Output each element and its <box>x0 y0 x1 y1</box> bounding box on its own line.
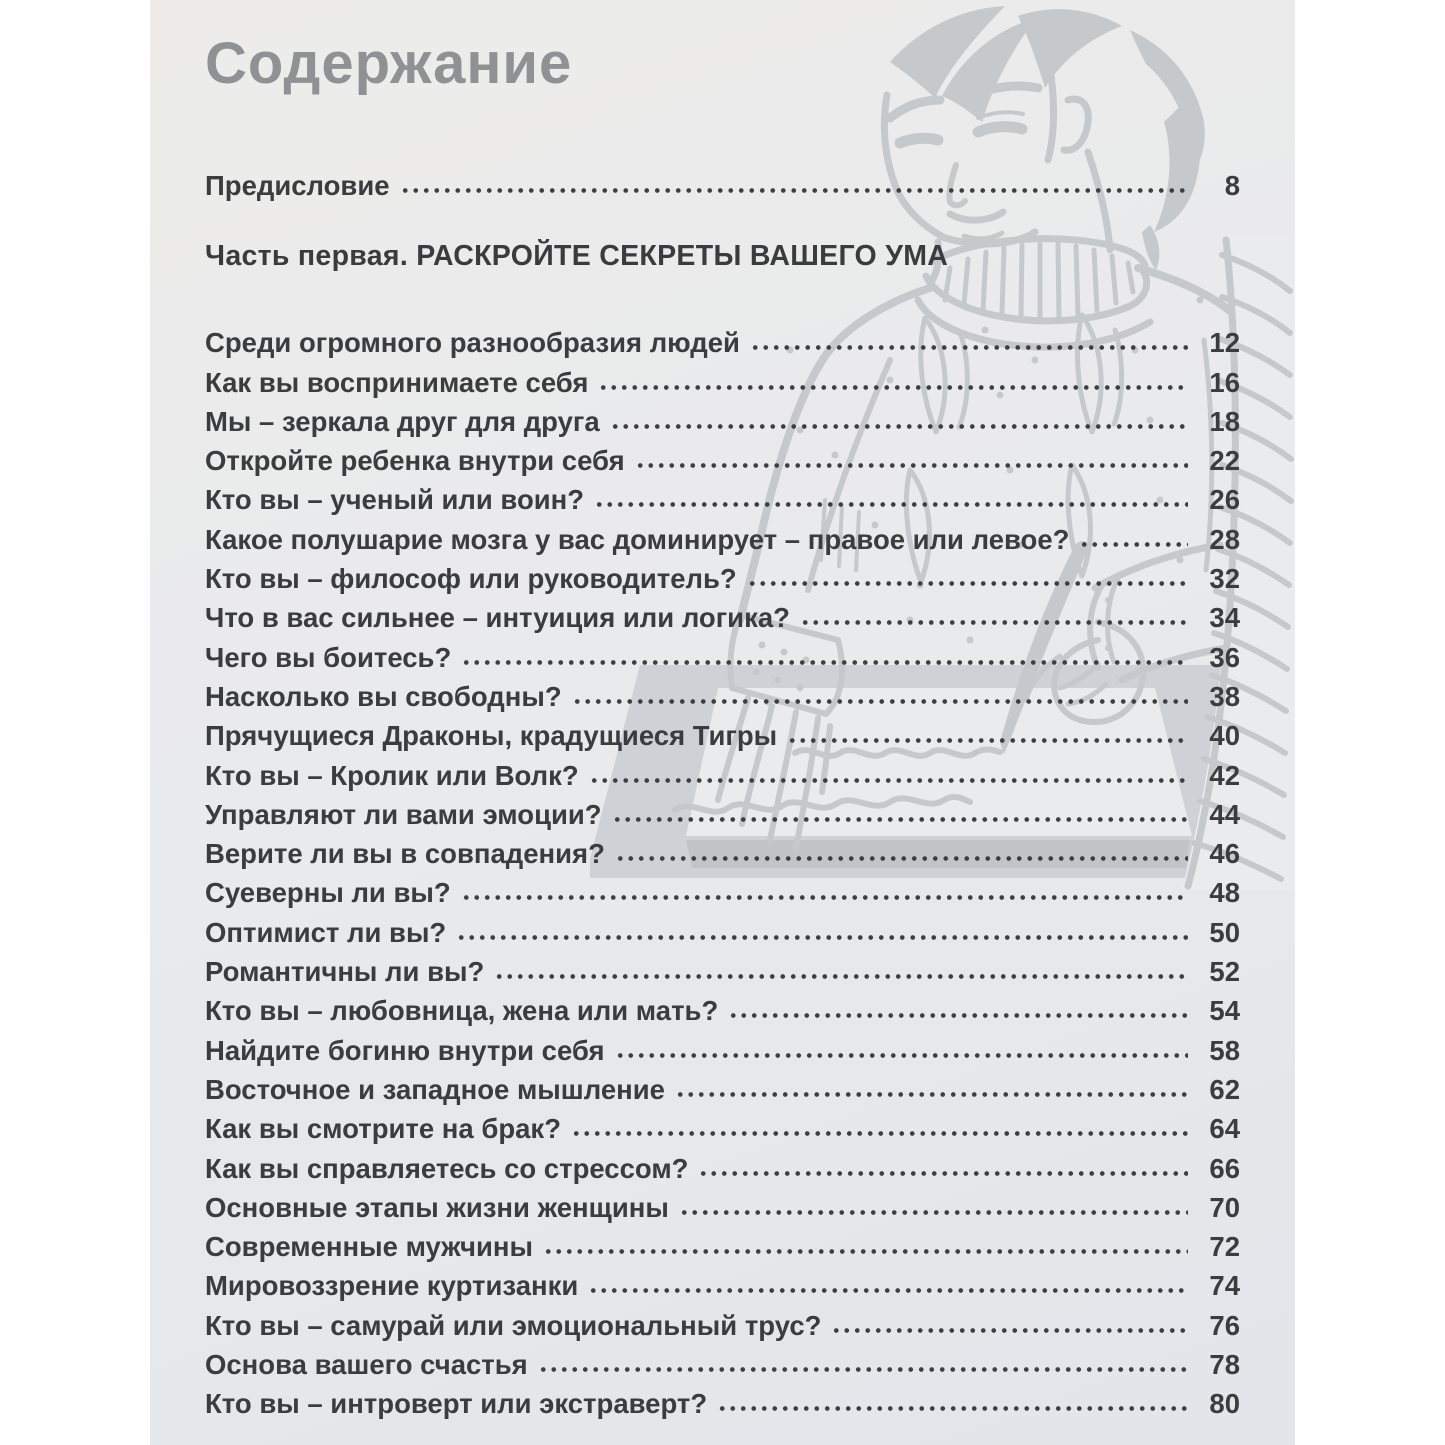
toc-entry-list <box>205 323 1240 1423</box>
toc-entry-row <box>205 1188 1240 1227</box>
toc-entry-page-number: 32 <box>1209 563 1240 595</box>
toc-entry-label: Что в вас сильнее – интуиция или логика? <box>205 602 790 634</box>
toc-entry-page-number: 50 <box>1209 916 1240 948</box>
toc-entry-label: Кто вы – любовница, жена или мать? <box>205 995 719 1027</box>
dot-leader <box>1079 541 1188 548</box>
toc-entry-row <box>205 1031 1240 1070</box>
toc-entry-page-number: 40 <box>1209 720 1240 752</box>
toc-entry-label: Восточное и западное мышление <box>205 1073 665 1105</box>
toc-entry-label: Как вы воспринимаете себя <box>205 366 589 398</box>
toc-entry-label: Оптимист ли вы? <box>205 916 447 948</box>
dot-leader <box>538 1366 1188 1373</box>
toc-entry-row <box>205 520 1240 559</box>
toc-entry-row <box>205 991 1240 1030</box>
toc-entry-row <box>205 559 1240 598</box>
toc-entry-label: Мы – зеркала друг для друга <box>205 405 600 437</box>
dot-leader <box>456 934 1188 941</box>
toc-entry-label: Кто вы – Кролик или Волк? <box>205 759 579 791</box>
dot-leader <box>588 1287 1188 1294</box>
toc-entry-page-number: 58 <box>1209 1034 1240 1066</box>
dot-leader <box>698 1170 1188 1177</box>
toc-entry-row <box>205 1266 1240 1305</box>
toc-entry-row <box>205 795 1240 834</box>
toc-entry-row <box>205 441 1240 480</box>
toc-entry-row <box>205 598 1240 637</box>
toc-entry-row <box>205 756 1240 795</box>
toc-entry-label: Насколько вы свободны? <box>205 680 562 712</box>
toc-entry-label: Романтичны ли вы? <box>205 956 485 988</box>
toc-entry-page-number: 48 <box>1209 877 1240 909</box>
toc-entry-label: Найдите богиню внутри себя <box>205 1034 605 1066</box>
toc-entry-page-number: 8 <box>1224 170 1240 202</box>
dot-leader <box>717 1405 1188 1412</box>
toc-entry-row <box>205 952 1240 991</box>
dot-leader <box>750 344 1188 351</box>
toc-entry-row <box>205 677 1240 716</box>
dot-leader <box>728 1012 1188 1019</box>
dot-leader <box>594 501 1188 508</box>
page-title: Содержание <box>205 31 573 96</box>
toc-entry-page-number: 52 <box>1209 956 1240 988</box>
toc-entry-page-number: 44 <box>1209 798 1240 830</box>
dot-leader <box>635 462 1188 469</box>
toc-entry-page-number: 18 <box>1209 405 1240 437</box>
toc-entry-page-number: 22 <box>1209 445 1240 477</box>
toc-entry-page-number: 38 <box>1209 680 1240 712</box>
toc-entry-row <box>205 480 1240 519</box>
toc-entry-page-number: 12 <box>1209 327 1240 359</box>
toc-entry-page-number: 70 <box>1209 1191 1240 1223</box>
dot-leader <box>571 1130 1188 1137</box>
toc-entry-page-number: 28 <box>1209 523 1240 555</box>
toc-entry-page-number: 66 <box>1209 1152 1240 1184</box>
toc-entry-page-number: 78 <box>1209 1348 1240 1380</box>
toc-entry-label: Прячущиеся Драконы, крадущиеся Тигры <box>205 720 778 752</box>
toc-entry-label: Кто вы – философ или руководитель? <box>205 563 737 595</box>
toc-entry-label: Управляют ли вами эмоции? <box>205 798 602 830</box>
dot-leader <box>831 1327 1188 1334</box>
dot-leader <box>747 580 1188 587</box>
dot-leader <box>461 894 1188 901</box>
dot-leader <box>615 855 1188 862</box>
toc-entry-label: Кто вы – ученый или воин? <box>205 484 585 516</box>
toc-entry-page-number: 76 <box>1209 1309 1240 1341</box>
toc-entry-label: Кто вы – самурай или эмоциональный трус? <box>205 1309 822 1341</box>
dot-leader <box>589 777 1188 784</box>
toc-entry-row <box>205 1306 1240 1345</box>
dot-leader <box>800 619 1188 626</box>
dot-leader <box>461 659 1188 666</box>
toc-entry-page-number: 54 <box>1209 995 1240 1027</box>
dot-leader <box>400 187 1188 194</box>
toc-entry-row <box>205 1070 1240 1109</box>
book-page <box>150 0 1295 1445</box>
dot-leader <box>612 816 1188 823</box>
dot-leader <box>615 1052 1188 1059</box>
toc-entry-label: Предисловие <box>205 170 390 202</box>
toc-entry-row <box>205 873 1240 912</box>
toc-entry-label: Как вы смотрите на брак? <box>205 1113 561 1145</box>
toc-entry-label: Суеверны ли вы? <box>205 877 451 909</box>
dot-leader <box>572 698 1188 705</box>
dot-leader <box>494 973 1188 980</box>
dot-leader <box>679 1209 1188 1216</box>
toc-entry-row <box>205 323 1240 362</box>
toc-entry-row <box>205 1345 1240 1384</box>
toc-entry-page-number: 46 <box>1209 838 1240 870</box>
toc-entry-row <box>205 1109 1240 1148</box>
part-heading: Часть первая. РАСКРОЙТЕ СЕКРЕТЫ ВАШЕГО УМА <box>205 240 949 273</box>
dot-leader <box>610 423 1188 430</box>
toc-entry-label: Основа вашего счастья <box>205 1348 528 1380</box>
toc-entry-page-number: 74 <box>1209 1270 1240 1302</box>
toc-entry-preface <box>205 166 1240 206</box>
toc-entry-label: Верите ли вы в совпадения? <box>205 838 605 870</box>
toc-content <box>150 0 1295 1445</box>
toc-entry-page-number: 80 <box>1209 1388 1240 1420</box>
dot-leader <box>675 1091 1188 1098</box>
toc-entry-row <box>205 638 1240 677</box>
toc-entry-page-number: 42 <box>1209 759 1240 791</box>
toc-entry-page-number: 64 <box>1209 1113 1240 1145</box>
toc-entry-row <box>205 402 1240 441</box>
toc-entry-page-number: 16 <box>1209 366 1240 398</box>
toc-entry-label: Основные этапы жизни женщины <box>205 1191 669 1223</box>
toc-entry-page-number: 72 <box>1209 1231 1240 1263</box>
toc-entry-label: Кто вы – интроверт или экстраверт? <box>205 1388 708 1420</box>
toc-entry-label: Откройте ребенка внутри себя <box>205 445 625 477</box>
toc-entry-row <box>205 913 1240 952</box>
toc-entry-label: Мировоззрение куртизанки <box>205 1270 579 1302</box>
toc-entry-label: Как вы справляетесь со стрессом? <box>205 1152 689 1184</box>
toc-entry-label: Какое полушарие мозга у вас доминирует – правое или левое? <box>205 523 1070 555</box>
toc-entry-row <box>205 1227 1240 1266</box>
toc-entry-page-number: 34 <box>1209 602 1240 634</box>
toc-entry-label: Современные мужчины <box>205 1231 533 1263</box>
dot-leader <box>598 384 1188 391</box>
toc-entry-page-number: 26 <box>1209 484 1240 516</box>
toc-entry-page-number: 62 <box>1209 1073 1240 1105</box>
toc-entry-row <box>205 363 1240 402</box>
toc-entry-label: Среди огромного разнообразия людей <box>205 327 740 359</box>
toc-entry-row <box>205 1384 1240 1423</box>
dot-leader <box>787 737 1188 744</box>
toc-entry-label: Чего вы боитесь? <box>205 641 452 673</box>
toc-entry-page-number: 36 <box>1209 641 1240 673</box>
toc-entry-row <box>205 1149 1240 1188</box>
dot-leader <box>543 1248 1188 1255</box>
toc-entry-row <box>205 834 1240 873</box>
toc-entry-row <box>205 716 1240 755</box>
